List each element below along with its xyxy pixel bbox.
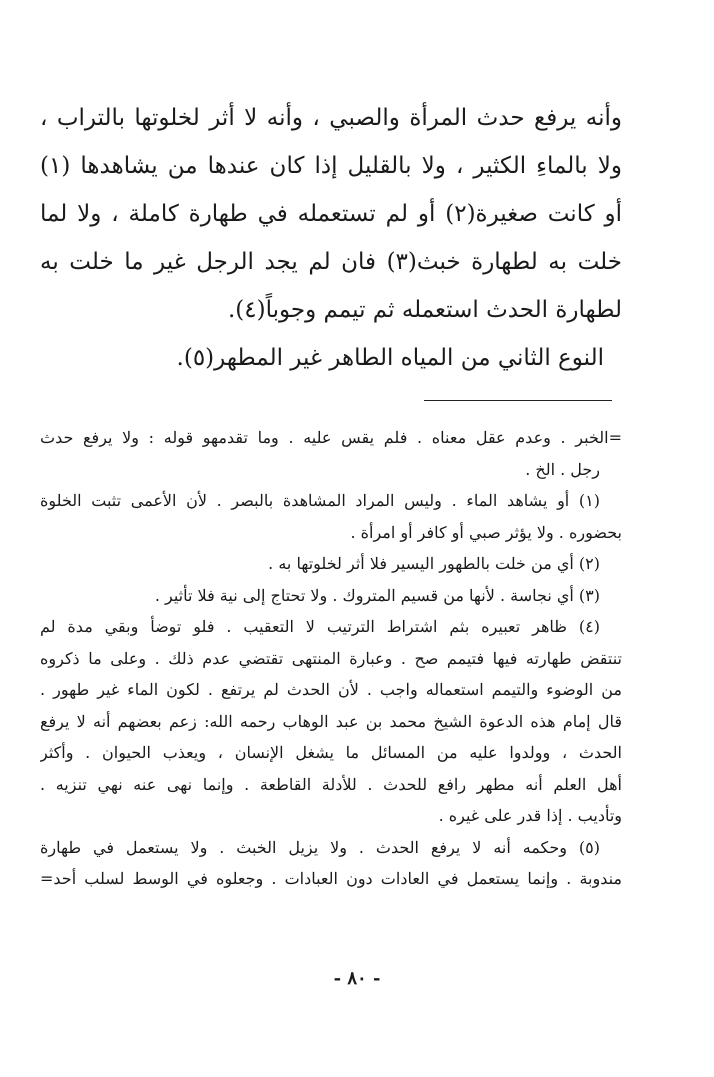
footnote-line: وتأديب . إذا قدر على غيره . xyxy=(438,806,622,825)
footnote-line: مندوبة . وإنما يستعمل في العادات دون العبادات . وجعلوه في الوسط لسلب أحد= xyxy=(40,869,622,888)
footnote-2 xyxy=(40,548,622,580)
footnote-line: (٢) أي من خلت بالطهور اليسير فلا أثر لخلوتها به . xyxy=(268,554,600,573)
footnote-line: (٥) وحكمه أنه لا يرفع الحدث . ولا يزيل الخبث . ولا يستعمل في طهارة xyxy=(40,837,600,857)
footnotes xyxy=(40,422,622,895)
footnote-1 xyxy=(40,485,622,548)
footnote-divider xyxy=(424,400,612,401)
footnote-line: (٣) أي نجاسة . لأنها من قسيم المتروك . ولا تحتاج إلى نية فلا تأثير . xyxy=(154,585,600,605)
footnote-line: (١) أو يشاهد الماء . وليس المراد المشاهدة بالبصر . لأن الأعمى تثبت الخلوة xyxy=(40,491,600,510)
page-number: - ٨٠ - xyxy=(333,968,381,989)
main-line: أو كانت صغيرة(٢) أو لم تستعمله في طهارة كاملة ، ولا لما xyxy=(40,201,622,227)
footnote-line: قال إمام هذه الدعوة الشيخ محمد بن عبد الوهاب رحمه الله: زعم بعضهم أنه لا يرفع xyxy=(40,711,622,731)
main-line: وأنه يرفع حدث المرأة والصبي ، وأنه لا أثر لخلوتها بالتراب ، xyxy=(40,105,622,131)
footnote-line: الحدث ، وولدوا عليه من المسائل ما يشغل الإنسان ، ويعذب الحيوان . وأكثر xyxy=(40,743,622,762)
section-heading: النوع الثاني من المياه الطاهر غير المطهر(٥). xyxy=(176,345,604,371)
footnote-line: بحضوره . ولا يؤثر صبي أو كافر أو امرأة . xyxy=(350,522,622,542)
footnote-3 xyxy=(40,580,622,612)
footnote-line: تنتقض طهارته فيها فتيمم صح . وعبارة المنتهى تقتضي عدم ذلك . وعلى ما ذكروه xyxy=(40,648,622,668)
main-line: لطهارة الحدث استعمله ثم تيمم وجوباً(٤). xyxy=(227,297,622,323)
footnote-line: =الخبر . وعدم عقل معناه . فلم يقس عليه . وما تقدمهو قوله : ولا يرفع حدث xyxy=(40,428,622,447)
footnote-4 xyxy=(40,611,622,832)
footnote-line: (٤) ظاهر تعبيره بثم اشتراط الترتيب لا التعقيب . فلو توضأ وبقي مدة لم xyxy=(40,617,600,636)
footnote-continuation xyxy=(40,422,622,485)
main-line: خلت به لطهارة خبث(٣) فان لم يجد الرجل غير ما خلت به xyxy=(40,249,622,275)
footnote-line: رجل . الخ . xyxy=(525,459,600,479)
footnote-line: أهل العلم أنه مطهر رافع للحدث . للأدلة القاطعة . وإنما نهى عنه نهي تنزيه . xyxy=(40,774,622,794)
main-text xyxy=(40,94,622,390)
main-line: ولا بالماءِ الكثير ، ولا بالقليل إذا كان عندها من يشاهدها (١) xyxy=(40,153,622,179)
footnote-5 xyxy=(40,832,622,895)
footnote-line: من الوضوء والتيمم استعماله واجب . لأن الحدث لم يرتفع . لكون الماء غير طهور . xyxy=(40,680,622,699)
